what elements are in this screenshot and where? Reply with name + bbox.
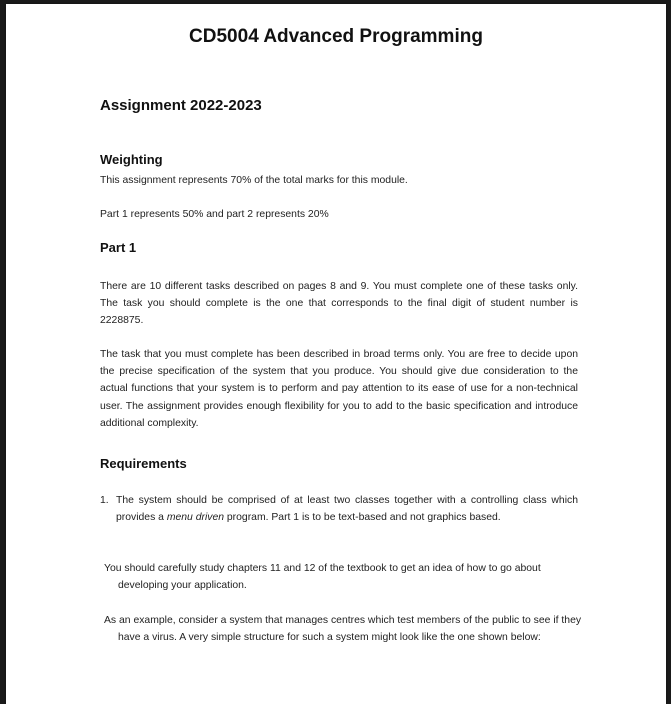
weighting-heading: Weighting: [100, 152, 163, 167]
part1-paragraph-tasks: There are 10 different tasks described on pages 8 and 9. You must complete one of these tasks only. The task you should complete is the one that corresponds to the final digit of student number is 2228875.: [100, 281, 578, 327]
example-system-text: As an example, consider a system that manages centres which test members of the public to see if they have a virus. A very simple structure for such a system might look like the one shown below:: [104, 615, 582, 644]
parts-weighting-text: Part 1 represents 50% and part 2 represents 20%: [100, 209, 329, 220]
document-page: [6, 4, 666, 704]
textbook-study-text: You should carefully study chapters 11 and 12 of the textbook to get an idea of how to go about developing your application.: [104, 563, 541, 592]
part1-paragraph-specification: The task that you must complete has been described in broad terms only. You are free to decide upon the precise specification of the system that you produce. You should give due consideration to the actual functions that your system is to perform and pay attention to its ease of use for a non-technical user. The assignment provides enough flexibility for you to add to the basic specification and introduce additional complexity.: [100, 349, 578, 429]
requirement-item-number: 1.: [100, 495, 109, 506]
part1-heading: Part 1: [100, 240, 137, 255]
document-title: CD5004 Advanced Programming: [189, 26, 483, 47]
weighting-text: This assignment represents 70% of the total marks for this module.: [100, 175, 408, 186]
requirement-text-after: program. Part 1 is to be text-based and not graphics based.: [224, 512, 501, 524]
requirement-text-before: The system should be comprised of at least two classes together with a controlling class which provides a: [116, 495, 578, 524]
requirement-emphasis: menu driven: [166, 512, 225, 524]
requirements-heading: Requirements: [100, 456, 187, 471]
requirement-item-1: [100, 492, 578, 526]
assignment-heading: Assignment 2022-2023: [100, 97, 262, 114]
requirement-item-text: [116, 492, 578, 526]
